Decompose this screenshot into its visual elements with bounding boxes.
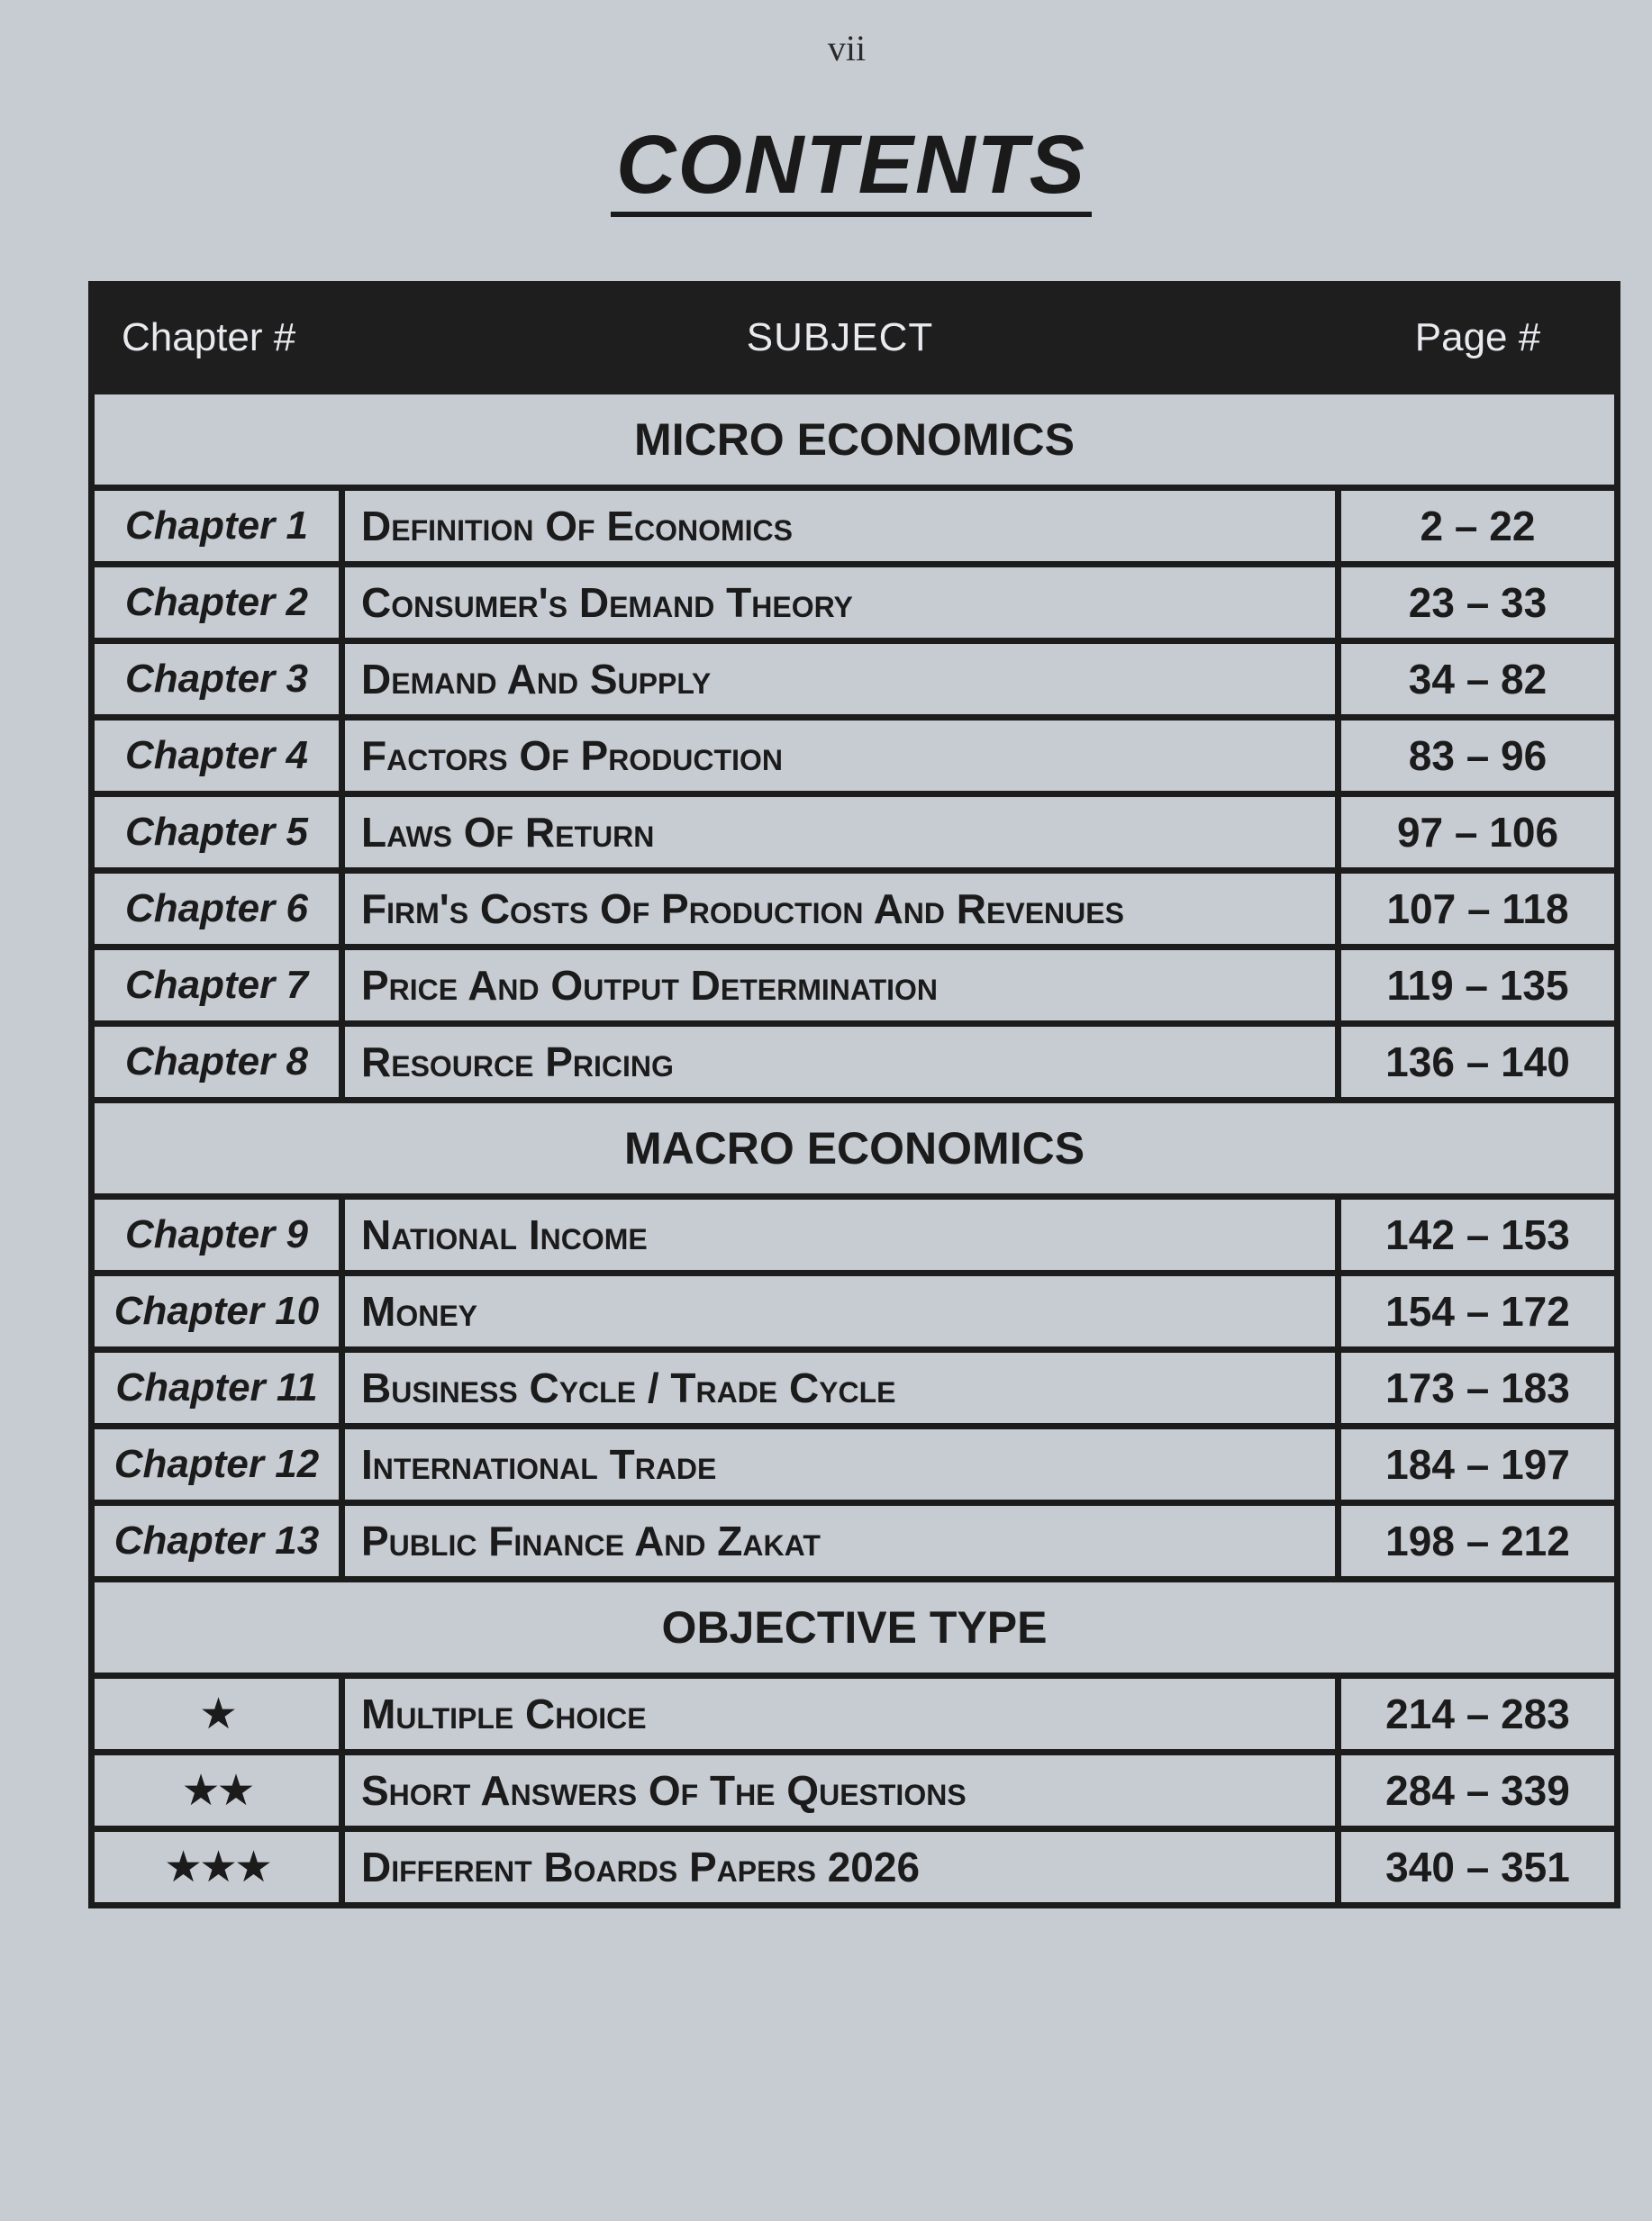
table-row [92, 1427, 1618, 1503]
section-heading: MACRO ECONOMICS [92, 1101, 1618, 1197]
section-heading-row [92, 1580, 1618, 1676]
page-range-cell: 142 – 153 [1339, 1197, 1618, 1274]
page-range-cell: 184 – 197 [1339, 1427, 1618, 1503]
subject-text: National Income [361, 1211, 648, 1258]
star-icon: ★ [92, 1676, 342, 1753]
subject-cell [342, 1503, 1339, 1580]
subject-cell [342, 718, 1339, 794]
subject-cell [342, 1024, 1339, 1101]
page-range-cell: 340 – 351 [1339, 1829, 1618, 1906]
page-range-cell: 173 – 183 [1339, 1350, 1618, 1427]
subject-cell [342, 1676, 1339, 1753]
page-range-cell: 284 – 339 [1339, 1753, 1618, 1829]
subject-text: Resource Pricing [361, 1038, 674, 1085]
chapter-cell: Chapter 3 [92, 641, 342, 718]
chapter-cell: Chapter 5 [92, 794, 342, 871]
table-row [92, 871, 1618, 947]
subject-text: International Trade [361, 1441, 717, 1488]
page-range-cell: 23 – 33 [1339, 565, 1618, 641]
title-container [0, 119, 1652, 217]
table-header-row [92, 285, 1618, 392]
chapter-cell: Chapter 13 [92, 1503, 342, 1580]
table-row [92, 794, 1618, 871]
chapter-cell: Chapter 6 [92, 871, 342, 947]
subject-text: Multiple Choice [361, 1691, 647, 1737]
subject-cell [342, 1753, 1339, 1829]
page-range-cell: 34 – 82 [1339, 641, 1618, 718]
subject-cell [342, 871, 1339, 947]
table-row [92, 1753, 1618, 1829]
subject-text: Short Answers Of The Questions [361, 1767, 967, 1814]
table-row [92, 1350, 1618, 1427]
table-row [92, 1676, 1618, 1753]
subject-cell [342, 1197, 1339, 1274]
subject-text: Different Boards Papers 2026 [361, 1844, 921, 1890]
table-row [92, 488, 1618, 565]
chapter-cell: Chapter 9 [92, 1197, 342, 1274]
subject-cell [342, 488, 1339, 565]
chapter-cell: Chapter 4 [92, 718, 342, 794]
table-row [92, 1197, 1618, 1274]
page-range-cell: 198 – 212 [1339, 1503, 1618, 1580]
chapter-cell: Chapter 8 [92, 1024, 342, 1101]
subject-text: Definition Of Economics [361, 503, 794, 549]
page-number: vii [827, 28, 867, 68]
chapter-cell: Chapter 1 [92, 488, 342, 565]
page-range-cell: 83 – 96 [1339, 718, 1618, 794]
table-row [92, 1024, 1618, 1101]
subject-cell [342, 947, 1339, 1024]
subject-text: Firm's Costs Of Production And Revenues [361, 885, 1124, 932]
subject-text: Public Finance And Zakat [361, 1518, 821, 1564]
subject-cell [342, 794, 1339, 871]
table-row [92, 1274, 1618, 1350]
table-body [92, 392, 1618, 1906]
chapter-cell: Chapter 12 [92, 1427, 342, 1503]
section-heading: OBJECTIVE TYPE [92, 1580, 1618, 1676]
subject-text: Price And Output Determination [361, 962, 939, 1009]
table-row [92, 1829, 1618, 1906]
section-heading-row [92, 1101, 1618, 1197]
subject-cell [342, 1274, 1339, 1350]
chapter-cell: Chapter 10 [92, 1274, 342, 1350]
table-row [92, 947, 1618, 1024]
page-range-cell: 119 – 135 [1339, 947, 1618, 1024]
subject-text: Factors Of Production [361, 732, 783, 779]
subject-text: Money [361, 1288, 478, 1335]
star-icon: ★★★ [92, 1829, 342, 1906]
page-range-cell: 136 – 140 [1339, 1024, 1618, 1101]
page-range-cell: 154 – 172 [1339, 1274, 1618, 1350]
header-chapter: Chapter # [92, 285, 342, 392]
subject-cell [342, 1350, 1339, 1427]
chapter-cell: Chapter 11 [92, 1350, 342, 1427]
subject-cell [342, 1829, 1339, 1906]
section-heading-row [92, 392, 1618, 488]
subject-text: Demand And Supply [361, 656, 712, 703]
subject-cell [342, 641, 1339, 718]
star-icon: ★★ [92, 1753, 342, 1829]
page-title: CONTENTS [611, 122, 1092, 217]
table-row [92, 718, 1618, 794]
chapter-cell: Chapter 7 [92, 947, 342, 1024]
header-page: Page # [1339, 285, 1618, 392]
subject-text: Consumer's Demand Theory [361, 579, 853, 626]
table-row [92, 1503, 1618, 1580]
page-range-cell: 2 – 22 [1339, 488, 1618, 565]
chapter-cell: Chapter 2 [92, 565, 342, 641]
subject-text: Business Cycle / Trade Cycle [361, 1364, 896, 1411]
table-row [92, 565, 1618, 641]
table-row [92, 641, 1618, 718]
subject-text: Laws Of Return [361, 809, 655, 856]
subject-cell [342, 1427, 1339, 1503]
header-subject: SUBJECT [342, 285, 1339, 392]
section-heading: MICRO ECONOMICS [92, 392, 1618, 488]
subject-cell [342, 565, 1339, 641]
contents-table [88, 281, 1620, 1908]
page-range-cell: 97 – 106 [1339, 794, 1618, 871]
page-range-cell: 214 – 283 [1339, 1676, 1618, 1753]
page-range-cell: 107 – 118 [1339, 871, 1618, 947]
